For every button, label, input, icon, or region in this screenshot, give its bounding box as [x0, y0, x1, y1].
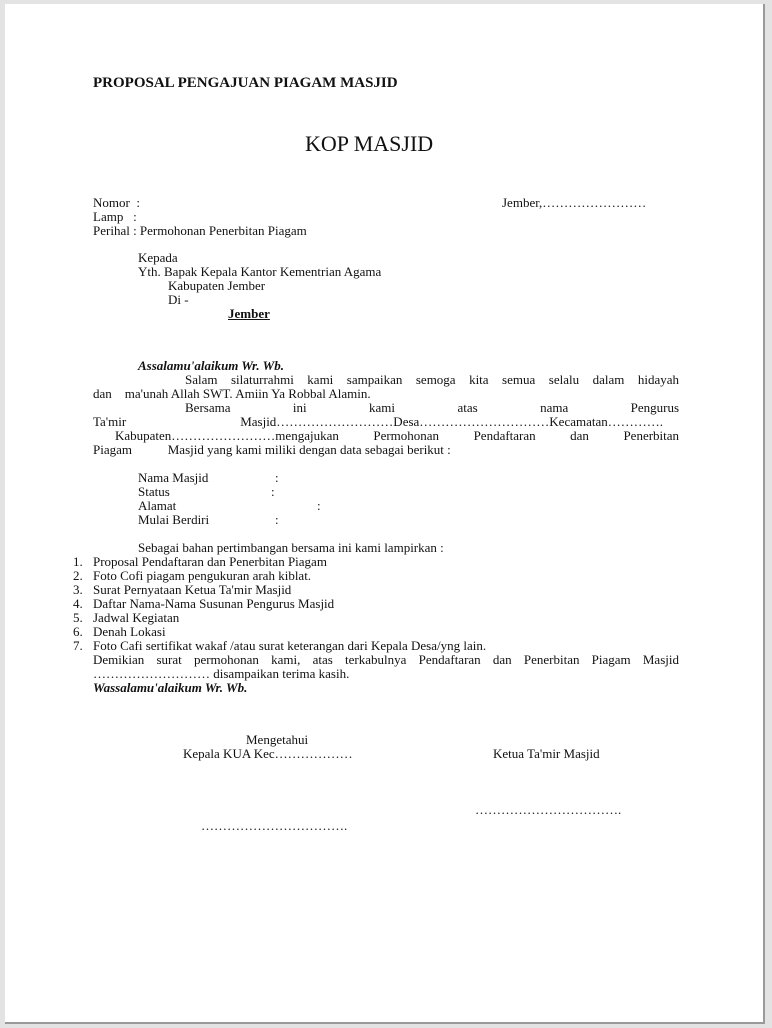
attachment-item — [73, 625, 673, 639]
attachments-intro: Sebagai bahan pertimbangan bersama ini kami lampirkan : — [138, 540, 444, 555]
attachment-number: 7. — [73, 638, 83, 653]
recipient-di: Di - — [168, 292, 189, 307]
attachment-number: 5. — [73, 610, 83, 625]
field-colon: : — [317, 498, 321, 513]
para2-word: Pendaftaran — [473, 428, 536, 443]
para2-word: Kabupaten……………………mengajukan — [115, 428, 339, 443]
kepada-label: Kepada — [138, 250, 178, 265]
recipient-line: Yth. Bapak Kepala Kantor Kementrian Agama — [138, 264, 382, 279]
para2-word: kami — [369, 400, 396, 415]
field-row-alamat — [138, 499, 438, 513]
attachment-number: 2. — [73, 568, 83, 583]
attachment-number: 4. — [73, 596, 83, 611]
greeting: Assalamu'alaikum Wr. Wb. — [138, 358, 284, 373]
attachment-item — [73, 611, 673, 625]
attachment-number: 1. — [73, 554, 83, 569]
closing-line1: Demikian surat permohonan kami, atas terkabulnya Pendaftaran dan Penerbitan Piagam Masjid — [93, 652, 679, 667]
attachment-text: Denah Lokasi — [93, 624, 166, 639]
attachment-text: Surat Pernyataan Ketua Ta'mir Masjid — [93, 582, 292, 597]
signature-line-left: ……………………………. — [201, 818, 348, 833]
field-row-nama — [138, 471, 438, 485]
field-label: Alamat — [138, 498, 177, 513]
closing-greeting: Wassalamu'alaikum Wr. Wb. — [93, 680, 248, 695]
para2-word: Pengurus — [630, 400, 680, 415]
attachment-item — [73, 639, 673, 653]
field-label: Status — [138, 484, 170, 499]
attachment-number: 6. — [73, 624, 83, 639]
field-row-mulai — [138, 513, 438, 527]
field-label: Nama Masjid — [138, 470, 209, 485]
attachment-number: 3. — [73, 582, 83, 597]
para2-word: ini — [292, 400, 307, 415]
recipient-city: Jember — [228, 306, 270, 321]
field-colon: : — [271, 484, 275, 499]
signature-line-right: ……………………………. — [475, 802, 622, 817]
para1-line2: dan ma'unah Allah SWT. Amiin Ya Robbal Alamin. — [93, 386, 371, 401]
para2-word: Masjid………………………Desa…………………………Kecamatan…………. — [240, 414, 663, 429]
document-title: PROPOSAL PENGAJUAN PIAGAM MASJID — [93, 75, 398, 91]
attachment-item — [73, 569, 673, 583]
para2-line2 — [93, 415, 663, 429]
para2-word: Penerbitan — [623, 428, 680, 443]
place-date: Jember,…………………… — [502, 195, 647, 210]
para2-word: Permohonan — [373, 428, 440, 443]
nomor-label: Nomor : — [93, 195, 140, 210]
para2-word: Ta'mir — [93, 414, 127, 429]
attachment-text: Foto Cofi piagam pengukuran arah kiblat. — [93, 568, 312, 583]
para2-line4: Piagam Masjid yang kami miliki dengan data sebagai berikut : — [93, 442, 451, 457]
para2-line1 — [185, 401, 679, 415]
attachment-item — [73, 597, 673, 611]
recipient-kabupaten: Kabupaten Jember — [168, 278, 266, 293]
field-label: Mulai Berdiri — [138, 512, 210, 527]
attachment-text: Jadwal Kegiatan — [93, 610, 180, 625]
ketua-tamir-label: Ketua Ta'mir Masjid — [493, 746, 600, 761]
attachment-text: Daftar Nama-Nama Susunan Pengurus Masjid — [93, 596, 335, 611]
para2-line3 — [115, 429, 679, 443]
para2-word: nama — [540, 400, 569, 415]
field-colon: : — [275, 470, 279, 485]
kepala-kua-label: Kepala KUA Kec……………… — [183, 746, 353, 761]
field-colon: : — [275, 512, 279, 527]
document-page — [5, 4, 765, 1024]
perihal-line: Perihal : Permohonan Penerbitan Piagam — [93, 223, 307, 238]
field-row-status — [138, 485, 438, 499]
para1-line1: Salam silaturrahmi kami sampaikan semoga kita semua selalu dalam hidayah — [185, 372, 679, 387]
closing-line2: ……………………… disampaikan terima kasih. — [93, 666, 350, 681]
para2-word: atas — [457, 400, 478, 415]
para2-word: dan — [570, 428, 589, 443]
mengetahui-label: Mengetahui — [246, 732, 309, 747]
attachment-item — [73, 583, 673, 597]
kop-masjid-heading: KOP MASJID — [305, 131, 434, 156]
attachment-text: Foto Cafi sertifikat wakaf /atau surat keterangan dari Kepala Desa/yng lain. — [93, 638, 487, 653]
lamp-label: Lamp : — [93, 209, 137, 224]
attachment-item — [73, 555, 673, 569]
attachment-text: Proposal Pendaftaran dan Penerbitan Piagam — [93, 554, 327, 569]
para2-word: Bersama — [185, 400, 231, 415]
